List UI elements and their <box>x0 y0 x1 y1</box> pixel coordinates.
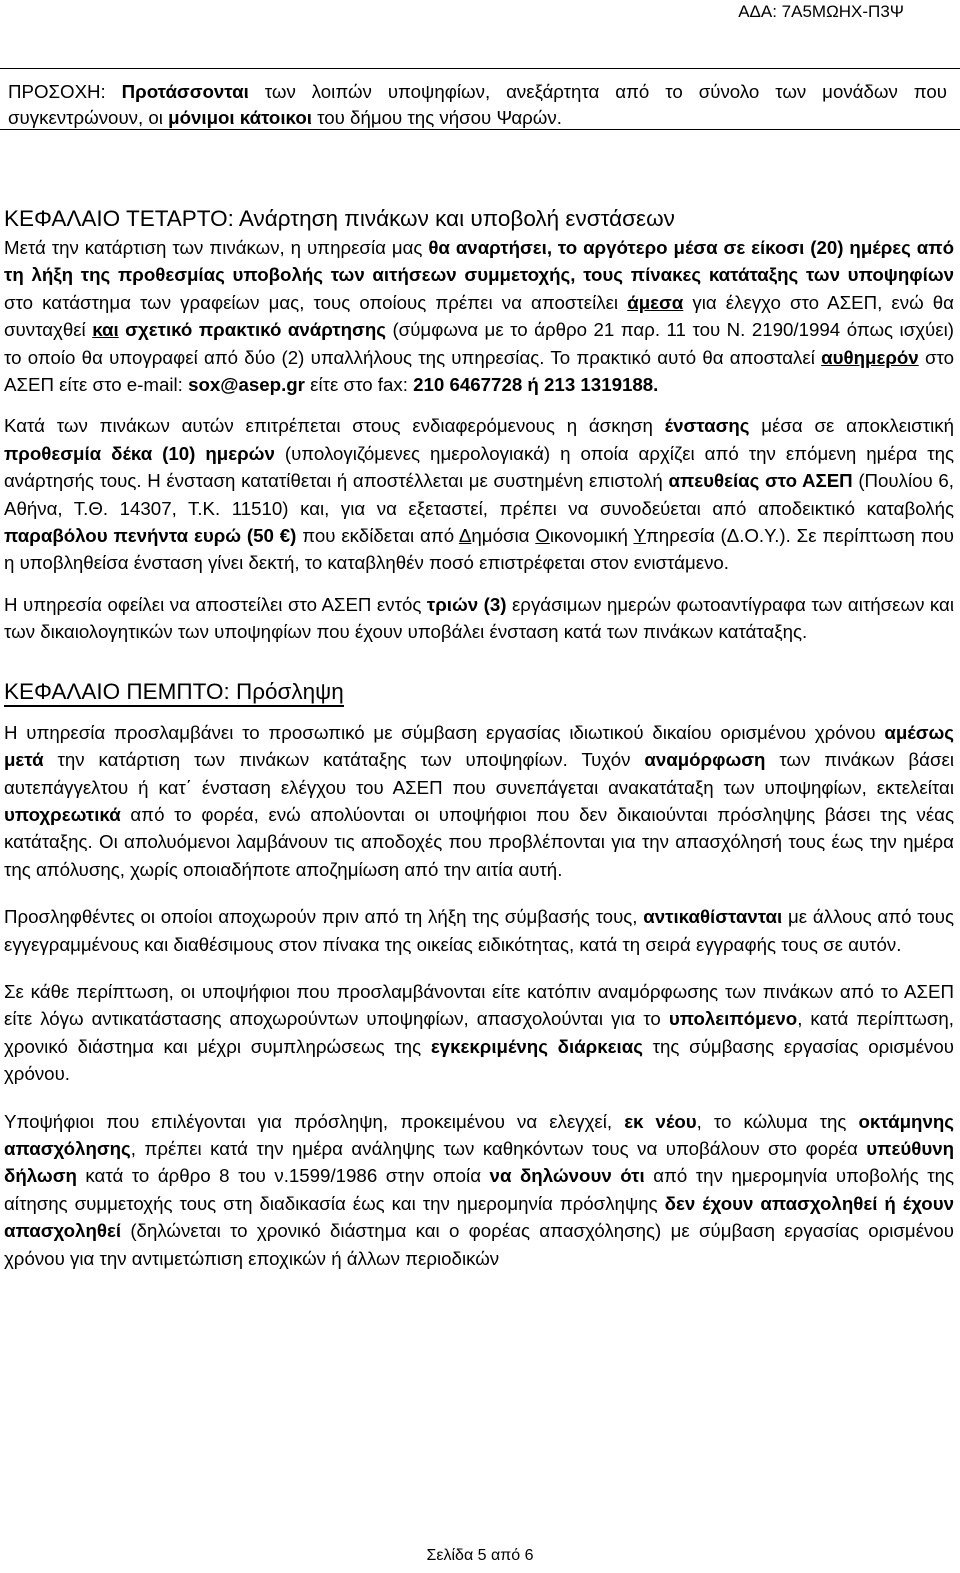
chapter-four-paragraph-3: Η υπηρεσία οφείλει να αποστείλει στο ΑΣΕΠ εντός τριών (3) εργάσιμων ημερών φωτοαντίγραφα των αιτήσεων και των δικαιολογητικών των υποψηφίων που έχουν υποβάλει ένσταση κατά των πινάκων κατάταξης. <box>4 593 954 643</box>
notice-text: ΠΡΟΣΟΧΗ: Προτάσσονται των λοιπών υποψηφίων, ανεξάρτητα από το σύνολο των μονάδων που συγκεντρώνουν, οι μόνιμοι κάτοικοι του δήμου της νήσου Ψαρών. <box>8 81 947 128</box>
chapter-four-paragraph-2: Κατά των πινάκων αυτών επιτρέπεται στους ενδιαφερόμενους η άσκηση ένστασης μέσα σε αποκλειστική προθεσμία δέκα (10) ημερών (υπολογιζόμενες ημερολογιακά) η οποία αρχίζει από την επόμενη ημέρα της ανάρτησής τους. Η ένσταση κατατίθεται ή αποστέλλεται με συστημένη επιστολή απευθείας στο ΑΣΕΠ (Πουλίου 6, Αθήνα, Τ.Θ. 14307, Τ.Κ. 11510) και, για να εξεταστεί, πρέπει να συνοδεύεται από αποδεικτικό καταβολής παραβόλου πενήντα ευρώ (50 €) που εκδίδεται από Δημόσια Οικονομική Υπηρεσία (Δ.Ο.Υ.). Σε περίπτωση που η υποβληθείσα ένσταση γίνει δεκτή, το καταβληθέν ποσό επιστρέφεται στον ενιστάμενο. <box>4 415 955 574</box>
document-body <box>4 204 954 1272</box>
chapter-five-paragraph-1: Η υπηρεσία προσλαμβάνει το προσωπικό με σύμβαση εργασίας ιδιωτικού δικαίου ορισμένου χρόνου αμέσως μετά την κατάρτιση των πινάκων κατάταξης των υποψηφίων. Τυχόν αναμόρφωση των πινάκων βάσει αυτεπάγγελτου ή κατ΄ ένσταση ελέγχου του ΑΣΕΠ που συνεπάγεται ανακατάταξη των υποψηφίων, εκτελείται υποχρεωτικά από το φορέα, ενώ απολύονται οι υποψήφιοι που δεν δικαιούνται πρόσληψης βάσει της νέας κατάταξης. Οι απολυόμενοι λαμβάνουν τις αποδοχές που προβλέπονται για την απασχόλησή τους έως την ημέρα της απόλυσης, χωρίς οποιαδήποτε αποζημίωση από την αιτία αυτή. <box>4 721 954 880</box>
ada-code: ΑΔΑ: 7Α5ΜΩΗΧ-Π3Ψ <box>738 2 904 21</box>
chapter-four-paragraph-1: Μετά την κατάρτιση των πινάκων, η υπηρεσία μας θα αναρτήσει, το αργότερο μέσα σε είκοσι (20) ημέρες από τη λήξη της προθεσμίας υποβολής των αιτήσεων συμμετοχής, τους πίνακες κατάταξης των υποψηφίων στο κατάστημα των γραφείων μας, τους οποίους πρέπει να αποστείλει άμεσα για έλεγχο στο ΑΣΕΠ, ενώ θα συνταχθεί και σχετικό πρακτικό ανάρτησης (σύμφωνα με το άρθρο 21 παρ. 11 του Ν. 2190/1994 όπως ισχύει) το οποίο θα υπογραφεί από δύο (2) υπαλλήλους της υπηρεσίας. Το πρακτικό αυτό θα αποσταλεί αυθημερόν στο ΑΣΕΠ είτε στο e-mail: sox@asep.gr είτε στο fax: 210 6467728 ή 213 1319188. <box>4 237 954 396</box>
chapter-five-title: ΚΕΦΑΛΑΙΟ ΠΕΜΠΤΟ: Πρόσληψη <box>4 677 954 707</box>
chapter-five-paragraph-2: Προσληφθέντες οι οποίοι αποχωρούν πριν από τη λήξη της σύμβασής τους, αντικαθίστανται με άλλους από τους εγγεγραμμένους και διαθέσιμους στον πίνακα της οικείας ειδικότητας, κατά τη σειρά εγγραφής τους σε αυτόν. <box>4 906 954 955</box>
notice-box <box>0 68 960 130</box>
chapter-four-title: ΚΕΦΑΛΑΙΟ ΤΕΤΑΡΤΟ: Ανάρτηση πινάκων και υποβολή ενστάσεων <box>4 206 675 231</box>
chapter-five-paragraph-3: Σε κάθε περίπτωση, οι υποψήφιοι που προσλαμβάνονται είτε κατόπιν αναμόρφωσης των πινάκων από το ΑΣΕΠ είτε λόγω αντικατάστασης αποχωρούντων υποψηφίων, απασχολούνται για το υπολειπόμενο, κατά περίπτωση, χρονικό διάστημα και μέχρι συμπληρώσεως της εγκεκριμένης διάρκειας της σύμβασης εργασίας ορισμένου χρόνου. <box>4 980 954 1085</box>
chapter-five-paragraph-4: Υποψήφιοι που επιλέγονται για πρόσληψη, προκειμένου να ελεγχεί, εκ νέου, το κώλυμα της οκτάμηνης απασχόλησης, πρέπει κατά την ημέρα ανάληψης των καθηκόντων τους να υποβάλουν στο φορέα υπεύθυνη δήλωση κατά το άρθρο 8 του ν.1599/1986 στην οποία να δηλώνουν ότι από την ημερομηνία υποβολής της αίτησης συμμετοχής τους στη διαδικασία έως και την ημερομηνία πρόσληψης δεν έχουν απασχοληθεί ή έχουν απασχοληθεί (δηλώνεται το χρονικό διάστημα και ο φορέας απασχόλησης) με σύμβαση εργασίας ορισμένου χρόνου για την αντιμετώπιση εποχικών ή άλλων περιοδικών <box>4 1110 955 1269</box>
page-number: Σελίδα 5 από 6 <box>426 1547 534 1564</box>
